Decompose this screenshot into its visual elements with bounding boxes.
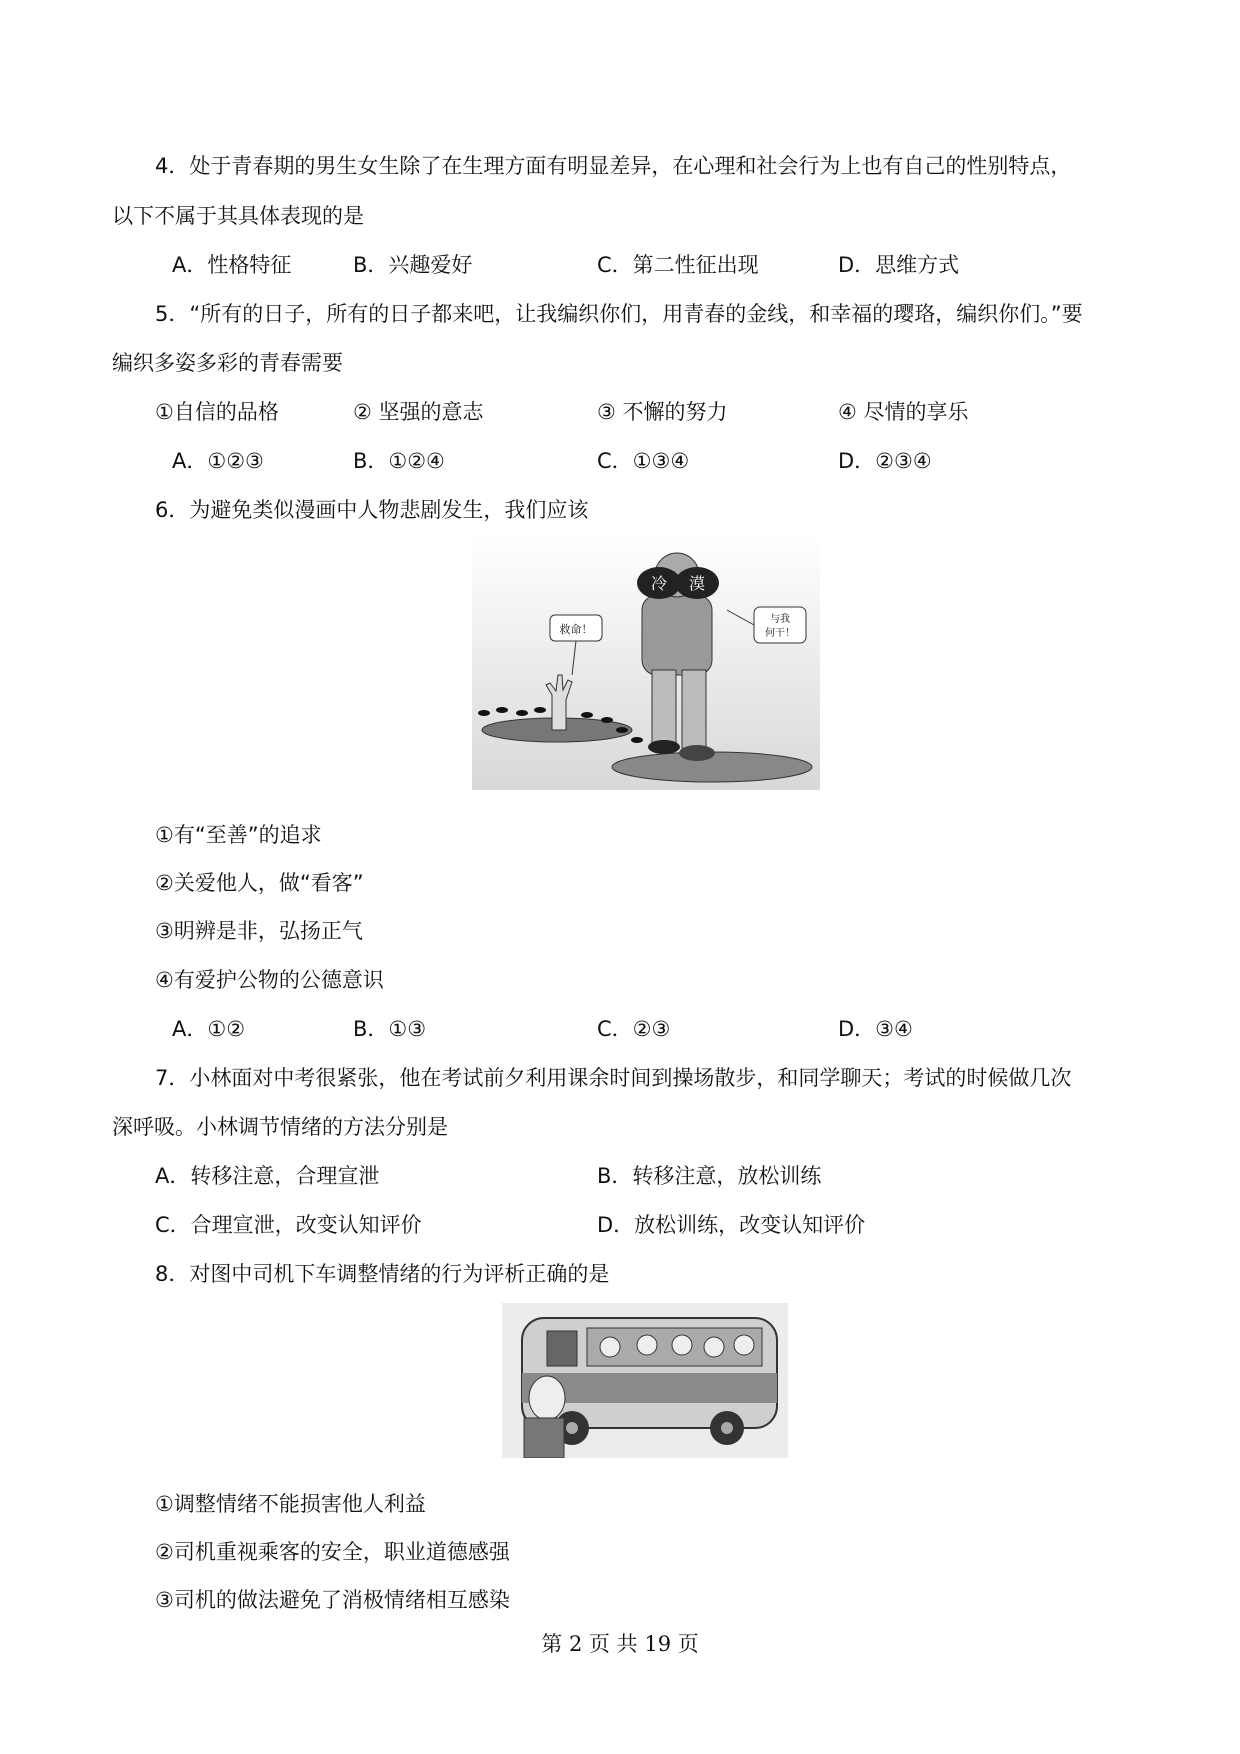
- q5-option-b: B．①②④: [353, 449, 445, 473]
- q5-option-d: D．②③④: [838, 449, 932, 473]
- q7-option-c: C．合理宣泄，改变认知评价: [155, 1213, 422, 1237]
- q5-statement-4: ④ 尽情的享乐: [838, 400, 969, 424]
- q4-option-c: C．第二性征出现: [597, 253, 759, 277]
- q6-statement-3: ③明辨是非，弘扬正气: [155, 919, 363, 943]
- q8-statement-2: ②司机重视乘客的安全，职业道德感强: [155, 1540, 510, 1564]
- q6-statement-2: ②关爱他人，做“看客”: [155, 871, 364, 895]
- glasses-left-text: 冷: [650, 574, 668, 593]
- q7-option-a: A．转移注意，合理宣泄: [155, 1164, 380, 1188]
- q8-statement-1: ①调整情绪不能损害他人利益: [155, 1492, 426, 1516]
- q7-stem-line2: 深呼吸。小林调节情绪的方法分别是: [112, 1115, 448, 1139]
- q7-option-b: B．转移注意，放松训练: [597, 1164, 822, 1188]
- q6-statement-4: ④有爱护公物的公德意识: [155, 968, 384, 992]
- q5-option-a: A．①②③: [172, 449, 264, 473]
- q5-option-c: C．①③④: [597, 449, 690, 473]
- q8-bus-cartoon-image: [502, 1303, 788, 1458]
- q6-statement-1: ①有“至善”的追求: [155, 823, 322, 847]
- q6-option-c: C．②③: [597, 1017, 671, 1041]
- bubble-right-text-2: 何干！: [765, 628, 795, 639]
- q8-stem: 8．对图中司机下车调整情绪的行为评析正确的是: [155, 1262, 610, 1286]
- q5-statement-3: ③ 不懈的努力: [597, 400, 728, 424]
- q4-option-b: B．兴趣爱好: [353, 253, 473, 277]
- page-number-footer: 第 2 页 共 19 页: [541, 1632, 699, 1656]
- q8-statement-3: ③司机的做法避免了消极情绪相互感染: [155, 1588, 510, 1612]
- q5-stem-line2: 编织多姿多彩的青春需要: [112, 351, 343, 375]
- q4-stem-line1: 4．处于青春期的男生女生除了在生理方面有明显差异，在心理和社会行为上也有自己的性别特点，: [155, 154, 1072, 178]
- bubble-right-text-1: 与我: [770, 614, 790, 625]
- cartoon-illustration-icon: [472, 535, 820, 790]
- q6-cartoon-image: [472, 535, 820, 790]
- q4-option-d: D．思维方式: [838, 253, 960, 277]
- q6-option-a: A．①②: [172, 1017, 246, 1041]
- q5-statement-1: ①自信的品格: [155, 400, 279, 424]
- bus-illustration-icon: [502, 1303, 788, 1458]
- q6-option-b: B．①③: [353, 1017, 427, 1041]
- q6-stem: 6．为避免类似漫画中人物悲剧发生，我们应该: [155, 498, 589, 522]
- q4-option-a: A．性格特征: [172, 253, 292, 277]
- q5-statement-2: ② 坚强的意志: [353, 400, 484, 424]
- q7-option-d: D．放松训练，改变认知评价: [597, 1213, 866, 1237]
- q7-stem-line1: 7．小林面对中考很紧张，他在考试前夕利用课余时间到操场散步，和同学聊天；考试的时候做几次: [155, 1066, 1072, 1090]
- q4-stem-line2: 以下不属于其具体表现的是: [112, 204, 364, 228]
- glasses-right-text: 漠: [688, 574, 706, 593]
- bubble-left-text: 救命！: [559, 623, 593, 636]
- q5-stem-line1: 5．“所有的日子，所有的日子都来吧，让我编织你们，用青春的金线，和幸福的璎珞，编织你们。”要: [155, 302, 1083, 326]
- q6-option-d: D．③④: [838, 1017, 913, 1041]
